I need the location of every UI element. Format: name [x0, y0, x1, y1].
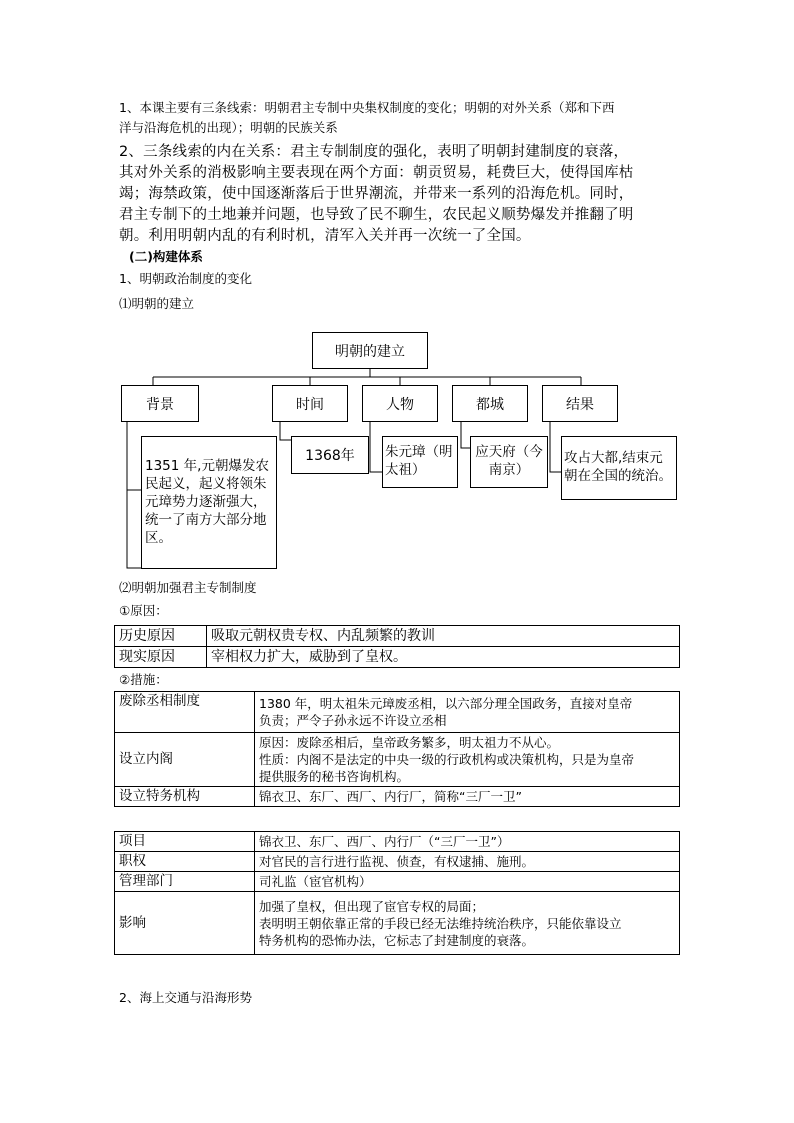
diagram-detail-background [141, 436, 277, 569]
agency-line: 表明明王朝依靠正常的手段已经无法维持统治秩序，只能依靠设立 [259, 915, 622, 931]
agency-field-value [255, 832, 680, 852]
detail-line: 应天府（今 [475, 444, 543, 460]
agency-field-name: 项目 [115, 832, 255, 852]
table-row [115, 892, 680, 955]
diagram-node-result: 结果 [542, 385, 618, 422]
reason-name: 历史原因 [115, 626, 207, 647]
diagram-node-person: 人物 [362, 385, 438, 422]
table-row [115, 872, 680, 892]
subheading-maritime: 2、海上交通与沿海形势 [119, 990, 252, 1005]
intro-para2-line-5: 朝。利用明朝内乱的有利时机，清军入关并再一次统一了全国。 [119, 228, 531, 244]
table-row [115, 626, 680, 647]
table-row [115, 733, 680, 787]
diagram-detail-person [382, 436, 458, 488]
agency-table [114, 831, 680, 955]
diagram-detail-capital [470, 436, 548, 488]
agency-field-name: 管理部门 [115, 872, 255, 892]
subheading-strengthen-autocracy: ⑵明朝加强君主专制制度 [119, 580, 257, 595]
detail-line: 太祖） [385, 462, 426, 478]
table-row [115, 647, 680, 668]
subheading-ming-founding: ⑴明朝的建立 [119, 296, 195, 311]
agency-line: 司礼监（宦官机构） [259, 874, 372, 889]
measure-detail [255, 733, 680, 787]
measure-name: 设立特务机构 [115, 787, 255, 807]
table-row [115, 832, 680, 852]
measure-name: 设立内阁 [115, 733, 255, 787]
agency-field-name: 影响 [115, 892, 255, 955]
agency-line: 加强了皇权，但出现了宦官专权的局面； [259, 898, 485, 914]
diagram-node-capital: 都城 [452, 385, 528, 422]
detail-line: 统一了南方大部分地 [145, 512, 267, 528]
reasons-label: ①原因： [119, 603, 168, 618]
detail-line: 南京） [488, 462, 530, 478]
diagram-detail-time: 1368年 [291, 436, 369, 474]
measure-detail [255, 787, 680, 807]
detail-line: 攻占大都,结束元 [564, 450, 663, 466]
agency-field-value [255, 872, 680, 892]
measure-line: 1380 年，明太祖朱元璋废丞相，以六部分理全国政务，直接对皇帝 [259, 696, 633, 711]
detail-line: 元璋势力逐渐强大， [145, 494, 267, 510]
measures-table [114, 691, 680, 807]
agency-field-name: 职权 [115, 852, 255, 872]
table-row [115, 852, 680, 872]
detail-line: 1351 年,元朝爆发农 [145, 458, 269, 474]
measure-name: 废除丞相制度 [115, 692, 255, 733]
intro-line-1: 1、本课主要有三条线索：明朝君主专制中央集权制度的变化；明朝的对外关系（郑和下西 [119, 100, 615, 115]
intro-para2-line-1: 2、三条线索的内在关系：君主专制制度的强化，表明了明朝封建制度的衰落， [119, 144, 629, 160]
measure-line: 原因：废除丞相后，皇帝政务繁多，明太祖力不从心。 [259, 735, 560, 750]
measure-line: 性质：内阁不是法定的中央一级的行政机构或决策机构，只是为皇帝 [259, 752, 635, 767]
subheading-political-system: 1、明朝政治制度的变化 [119, 271, 252, 286]
agency-field-value [255, 892, 680, 955]
section-heading-construct-system: (二)构建体系 [129, 249, 203, 264]
measure-line: 提供服务的秘书咨询机构。 [259, 769, 410, 784]
diagram-node-background: 背景 [121, 385, 199, 422]
agency-line: 锦衣卫、东厂、西厂、内行厂（“三厂一卫”） [259, 834, 510, 849]
reason-name: 现实原因 [115, 647, 207, 668]
reasons-table [114, 625, 680, 668]
agency-line: 对官民的言行进行监视、侦查，有权逮捕、施刑。 [259, 854, 535, 869]
measures-label: ②措施： [119, 672, 168, 687]
intro-para2-line-2: 其对外关系的消极影响主要表现在两个方面：朝贡贸易，耗费巨大，使得国库枯 [119, 165, 634, 181]
intro-para2-line-3: 竭；海禁政策，使中国逐渐落后于世界潮流，并带来一系列的沿海危机。同时， [119, 186, 634, 202]
detail-line: 民起义，起义将领朱 [145, 476, 267, 492]
intro-para2-line-4: 君主专制下的土地兼并问题，也导致了民不聊生，农民起义顺势爆发并推翻了明 [119, 207, 634, 223]
detail-line: 朝在全国的统治。 [564, 468, 672, 484]
table-row [115, 787, 680, 807]
detail-line: 朱元璋（明 [385, 444, 453, 460]
agency-line: 特务机构的恐怖办法，它标志了封建制度的衰落。 [259, 932, 535, 948]
table-row [115, 692, 680, 733]
diagram-detail-result [561, 436, 677, 500]
agency-field-value [255, 852, 680, 872]
diagram-node-time: 时间 [272, 385, 348, 422]
measure-line: 锦衣卫、东厂、西厂、内行厂，简称“三厂一卫” [259, 789, 522, 804]
reason-text: 宰相权力扩大，威胁到了皇权。 [207, 647, 680, 668]
measure-line: 负责；严令子孙永远不许设立丞相 [259, 713, 447, 728]
reason-text: 吸取元朝权贵专权、内乱频繁的教训 [207, 626, 680, 647]
intro-line-2: 洋与沿海危机的出现）；明朝的民族关系 [119, 120, 338, 135]
measure-detail [255, 692, 680, 733]
diagram-root-node: 明朝的建立 [312, 332, 428, 369]
detail-line: 区。 [145, 530, 172, 546]
